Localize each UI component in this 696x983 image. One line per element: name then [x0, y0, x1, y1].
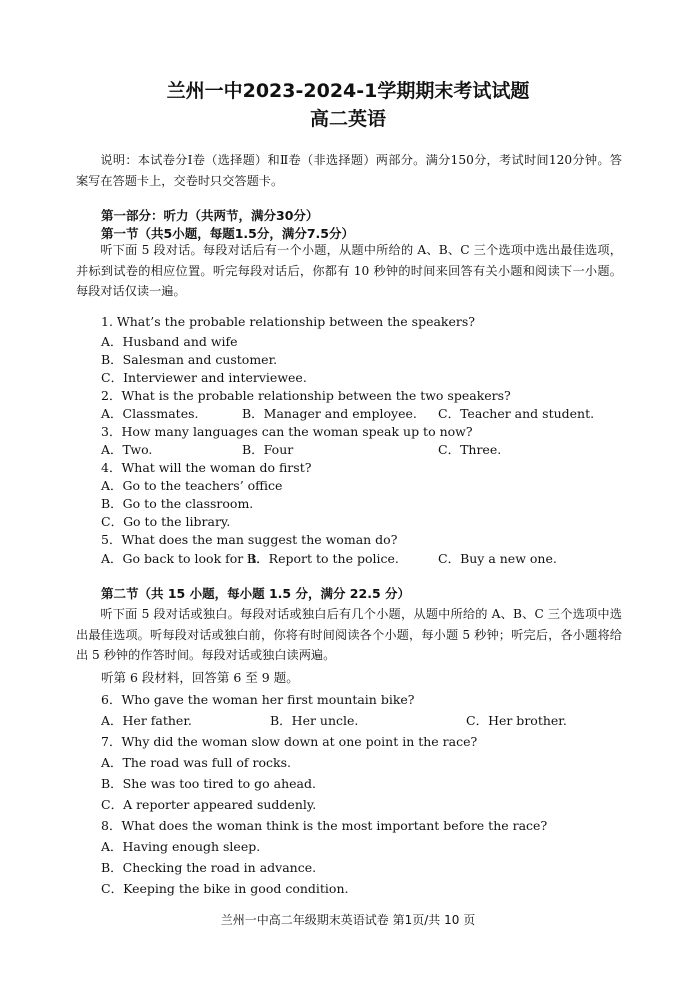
q5-option-b: B．Report to the police. [247, 551, 399, 566]
q1-option-a: A．Husband and wife [101, 334, 238, 349]
q3-option-c: C．Three. [438, 442, 502, 457]
question-4: 4．What will the woman do first? [101, 460, 312, 475]
q7-option-b: B．She was too tired to go ahead. [101, 776, 316, 791]
question-8: 8．What does the woman think is the most important before the race? [101, 818, 548, 833]
part1-heading: 第一部分：听力（共两节，满分30分） [101, 208, 319, 223]
q5-option-c: C．Buy a new one. [438, 551, 557, 566]
q4-option-c: C．Go to the library. [101, 514, 231, 529]
exam-title: 兰州一中2023-2024-1学期期末考试试题 [166, 80, 530, 102]
q8-option-a: A．Having enough sleep. [101, 839, 261, 854]
q2-option-c: C．Teacher and student. [438, 406, 595, 421]
q1-option-c: C．Interviewer and interviewee. [101, 370, 307, 385]
q8-option-b: B．Checking the road in advance. [101, 860, 317, 875]
q6-option-b: B．Her uncle. [270, 713, 359, 728]
material-note: 听第 6 段材料，回答第 6 至 9 题。 [101, 670, 299, 685]
q7-option-c: C．A reporter appeared suddenly. [101, 797, 317, 812]
q3-option-a: A．Two. [101, 442, 153, 457]
q5-option-a: A．Go back to look for it. [101, 551, 261, 566]
q2-option-b: B．Manager and employee. [242, 406, 417, 421]
section2-heading: 第二节（共 15 小题，每小题 1.5 分，满分 22.5 分） [101, 586, 410, 601]
q6-option-a: A．Her father. [101, 713, 192, 728]
q6-option-c: C．Her brother. [466, 713, 567, 728]
page-footer: 兰州一中高二年级期末英语试卷 第1页/共 10 页 [220, 913, 476, 927]
q7-option-a: A．The road was full of rocks. [101, 755, 291, 770]
exam-subtitle: 高二英语 [309, 108, 386, 130]
section1-directions: 听下面 5 段对话。每段对话后有一个小题，从题中所给的 A、B、C 三个选项中选出最佳选项，并标到试卷的相应位置。听完每段对话后，你都有 10 秒钟的时间来回答有关小题和阅读下一小题。每段对话仅读一遍。 [76, 243, 622, 298]
question-2: 2．What is the probable relationship between the two speakers? [101, 388, 511, 403]
q8-option-c: C．Keeping the bike in good condition. [101, 881, 349, 896]
question-5: 5．What does the man suggest the woman do? [101, 532, 398, 547]
question-3: 3．How many languages can the woman speak up to now? [101, 424, 473, 439]
q2-option-a: A．Classmates. [101, 406, 199, 421]
q3-option-b: B．Four [242, 442, 294, 457]
section1-heading: 第一节（共5小题，每题1.5分，满分7.5分） [101, 226, 354, 241]
q1-option-b: B．Salesman and customer. [101, 352, 278, 367]
section2-directions: 听下面 5 段对话或独白。每段对话或独白后有几个小题，从题中所给的 A、B、C 三个选项中选出最佳选项。听每段对话或独白前，你将有时间阅读各个小题，每小题 5 秒钟；听完后，各小题将给出 5 秒钟的作答时间。每段对话或独白读两遍。 [76, 607, 622, 662]
question-7: 7．Why did the woman slow down at one point in the race? [101, 734, 478, 749]
q4-option-b: B．Go to the classroom. [101, 496, 254, 511]
q4-option-a: A．Go to the teachers’ office [101, 478, 283, 493]
instructions: 说明：本试卷分Ⅰ卷（选择题）和Ⅱ卷（非选择题）两部分。满分150分，考试时间120分钟。答案写在答题卡上，交卷时只交答题卡。 [76, 153, 622, 188]
question-6: 6．Who gave the woman her first mountain bike? [101, 692, 415, 707]
question-1: 1. What’s the probable relationship between the speakers? [101, 314, 475, 329]
